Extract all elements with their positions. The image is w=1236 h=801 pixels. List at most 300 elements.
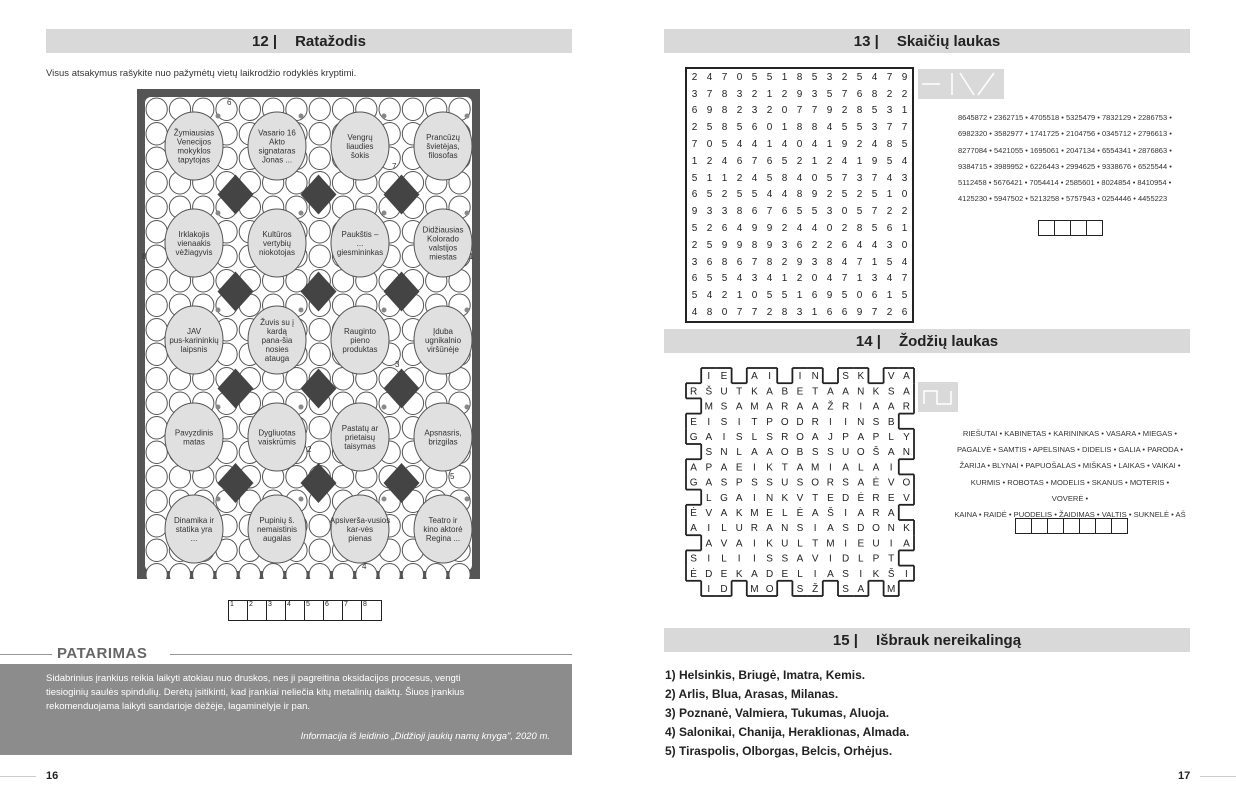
grid-cell[interactable]: 2: [706, 155, 713, 167]
grid-cell[interactable]: 7: [886, 122, 893, 134]
grid-cell[interactable]: 6: [901, 307, 908, 319]
grid-cell[interactable]: 8: [811, 122, 818, 134]
grid-cell[interactable]: 5: [901, 139, 908, 151]
grid-cell[interactable]: 5: [736, 189, 743, 201]
grid-cell[interactable]: 4: [871, 239, 878, 251]
grid-cell[interactable]: 5: [871, 223, 878, 235]
letter: M: [704, 401, 713, 413]
grid-cell[interactable]: 4: [901, 256, 908, 268]
grid-cell[interactable]: 5: [691, 290, 698, 302]
grid-cell[interactable]: 1: [691, 155, 698, 167]
grid-cell[interactable]: 7: [901, 122, 908, 134]
grid-cell[interactable]: 2: [781, 223, 788, 235]
letter: K: [735, 508, 743, 519]
letter: D: [841, 553, 850, 565]
grid-cell[interactable]: 2: [811, 239, 818, 251]
grid-cell[interactable]: 2: [781, 88, 788, 100]
grid-cell[interactable]: 4: [841, 155, 848, 167]
grid-cell[interactable]: 9: [811, 189, 818, 201]
grid-cell[interactable]: 3: [871, 122, 878, 134]
grid-cell[interactable]: 6: [736, 155, 743, 167]
clue-dot: [299, 497, 304, 502]
grid-cell: [146, 196, 167, 219]
grid-cell[interactable]: 4: [706, 71, 713, 83]
grid-cell[interactable]: 5: [826, 172, 833, 184]
start-mark: 4: [362, 562, 367, 571]
grid-cell[interactable]: 0: [826, 223, 833, 235]
grid-cell[interactable]: 5: [811, 206, 818, 218]
grid-cell[interactable]: 1: [871, 256, 878, 268]
letter: Ž: [827, 401, 834, 413]
grid-cell[interactable]: 1: [886, 290, 893, 302]
grid-cell[interactable]: 6: [691, 273, 698, 285]
grid-cell[interactable]: 2: [796, 155, 803, 167]
grid-cell[interactable]: 2: [766, 105, 773, 117]
grid-cell[interactable]: 2: [856, 139, 863, 151]
grid-cell[interactable]: 7: [856, 256, 863, 268]
grid-cell[interactable]: 2: [841, 71, 848, 83]
grid-cell[interactable]: 4: [871, 139, 878, 151]
grid-row: [686, 153, 913, 170]
grid-cell[interactable]: 7: [871, 172, 878, 184]
grid-cell[interactable]: 4: [736, 223, 743, 235]
grid-cell[interactable]: 8: [736, 206, 743, 218]
grid-cell[interactable]: 7: [736, 307, 743, 319]
grid-cell[interactable]: 5: [691, 172, 698, 184]
grid-cell[interactable]: 4: [706, 290, 713, 302]
grid-cell[interactable]: 5: [781, 155, 788, 167]
grid-cell[interactable]: 6: [871, 290, 878, 302]
grid-cell[interactable]: 2: [691, 122, 698, 134]
grid-cell[interactable]: 4: [886, 172, 893, 184]
grid-cell[interactable]: 1: [781, 273, 788, 285]
grid-cell[interactable]: 7: [751, 307, 758, 319]
grid-cell[interactable]: 2: [901, 206, 908, 218]
letter: A: [766, 523, 773, 535]
grid-cell[interactable]: 5: [856, 71, 863, 83]
grid-cell[interactable]: 3: [901, 172, 908, 184]
letter: I: [844, 416, 847, 428]
grid-cell[interactable]: 4: [871, 71, 878, 83]
grid-cell[interactable]: 7: [841, 172, 848, 184]
grid-cell[interactable]: 0: [811, 172, 818, 184]
grid-cell[interactable]: 9: [751, 223, 758, 235]
grid-cell[interactable]: 2: [766, 307, 773, 319]
grid-cell[interactable]: 7: [871, 206, 878, 218]
grid-cell[interactable]: 6: [841, 307, 848, 319]
grid-cell[interactable]: 2: [826, 189, 833, 201]
letter: G: [720, 492, 728, 504]
grid-cell[interactable]: 6: [706, 256, 713, 268]
grid-cell[interactable]: 7: [751, 155, 758, 167]
grid-cell[interactable]: 5: [766, 71, 773, 83]
grid-cell[interactable]: 6: [826, 307, 833, 319]
letter: A: [690, 523, 697, 535]
grid-cell[interactable]: 2: [856, 189, 863, 201]
answer-box[interactable]: [1016, 519, 1032, 533]
grid-cell[interactable]: 8: [856, 223, 863, 235]
grid-cell[interactable]: 2: [721, 290, 728, 302]
grid-cell[interactable]: 4: [856, 239, 863, 251]
grid-cell[interactable]: 8: [721, 122, 728, 134]
grid-cell[interactable]: 8: [796, 122, 803, 134]
grid-cell[interactable]: 8: [871, 88, 878, 100]
grid-cell[interactable]: 8: [781, 307, 788, 319]
grid-cell[interactable]: 9: [796, 88, 803, 100]
grid-cell[interactable]: 5: [721, 273, 728, 285]
grid-cell[interactable]: 1: [826, 139, 833, 151]
grid-cell[interactable]: 9: [826, 290, 833, 302]
grid-cell[interactable]: 6: [796, 239, 803, 251]
grid-cell[interactable]: 5: [841, 122, 848, 134]
grid-cell[interactable]: 2: [706, 223, 713, 235]
grid-cell[interactable]: 8: [856, 105, 863, 117]
grid-cell[interactable]: 6: [856, 88, 863, 100]
letter: D: [841, 492, 850, 504]
grid-cell[interactable]: 2: [721, 189, 728, 201]
clue-text: Teatro ir kino aktorė Regina ...: [423, 516, 463, 543]
grid-cell[interactable]: 7: [721, 71, 728, 83]
grid-cell[interactable]: 3: [871, 273, 878, 285]
answer-box[interactable]: 1: [229, 601, 248, 620]
puzzle12-header: [46, 29, 572, 53]
grid-cell[interactable]: 5: [796, 206, 803, 218]
grid-cell[interactable]: 3: [811, 256, 818, 268]
grid-cell[interactable]: 2: [826, 239, 833, 251]
grid-cell[interactable]: 7: [706, 88, 713, 100]
grid-cell[interactable]: 7: [841, 273, 848, 285]
grid-cell[interactable]: 0: [736, 71, 743, 83]
grid-cell[interactable]: 2: [841, 223, 848, 235]
grid-cell[interactable]: 4: [901, 155, 908, 167]
grid-cell[interactable]: 5: [766, 290, 773, 302]
grid-cell[interactable]: 8: [751, 239, 758, 251]
letter: S: [827, 447, 834, 459]
grid-cell[interactable]: 0: [781, 105, 788, 117]
grid-cell[interactable]: 2: [841, 105, 848, 117]
grid-cell[interactable]: 3: [691, 88, 698, 100]
grid-cell[interactable]: 3: [811, 88, 818, 100]
grid-cell[interactable]: 1: [886, 189, 893, 201]
grid-cell[interactable]: 8: [721, 88, 728, 100]
grid-cell[interactable]: 3: [721, 206, 728, 218]
grid-cell[interactable]: 7: [766, 206, 773, 218]
letter: A: [887, 447, 895, 459]
grid-cell[interactable]: 9: [826, 105, 833, 117]
grid-cell[interactable]: 2: [901, 88, 908, 100]
answer-box[interactable]: [1087, 221, 1102, 235]
grid-cell[interactable]: 9: [691, 206, 698, 218]
grid-cell[interactable]: 5: [871, 189, 878, 201]
grid-cell[interactable]: 4: [781, 189, 788, 201]
grid-cell[interactable]: 5: [691, 223, 698, 235]
grid-cell[interactable]: 2: [736, 105, 743, 117]
grid-cell[interactable]: 5: [811, 71, 818, 83]
grid-cell[interactable]: 4: [886, 273, 893, 285]
letter: A: [872, 462, 880, 474]
letter: D: [765, 568, 774, 580]
grid-cell[interactable]: 8: [766, 256, 773, 268]
letter: K: [857, 371, 865, 383]
grid-cell[interactable]: 8: [886, 139, 893, 151]
grid-cell[interactable]: 3: [781, 239, 788, 251]
letter: I: [889, 462, 893, 474]
letter: V: [796, 492, 804, 504]
grid-cell[interactable]: 6: [766, 155, 773, 167]
grid-cell[interactable]: 5: [751, 71, 758, 83]
grid-cell[interactable]: 3: [886, 105, 893, 117]
grid-cell[interactable]: 2: [826, 155, 833, 167]
grid-cell[interactable]: 6: [721, 223, 728, 235]
grid-cell[interactable]: 8: [721, 256, 728, 268]
grid-cell[interactable]: 2: [691, 71, 698, 83]
grid-cell[interactable]: 1: [796, 290, 803, 302]
grid-cell[interactable]: 1: [811, 307, 818, 319]
grid-cell[interactable]: 3: [736, 88, 743, 100]
clue-dot: [216, 114, 221, 119]
grid-cell[interactable]: 7: [796, 105, 803, 117]
grid-cell[interactable]: 1: [766, 88, 773, 100]
grid-cell[interactable]: 8: [721, 105, 728, 117]
letter: A: [705, 477, 713, 489]
answer-box[interactable]: 8: [363, 601, 367, 608]
letter: N: [811, 371, 819, 383]
grid-cell[interactable]: 1: [856, 155, 863, 167]
grid-cell[interactable]: 5: [736, 122, 743, 134]
grid-cell[interactable]: 2: [886, 88, 893, 100]
grid-cell: [146, 417, 167, 440]
word-line: RIEŠUTAI • KABINETAS • KARININKAS • VASARA • MIEGAS •: [962, 429, 1178, 438]
letter: V: [903, 492, 910, 504]
grid-cell[interactable]: 9: [841, 139, 848, 151]
puzzle14-answer-boxes[interactable]: [1015, 518, 1128, 534]
grid-cell[interactable]: 5: [721, 139, 728, 151]
grid-cell[interactable]: 9: [871, 155, 878, 167]
grid-cell[interactable]: 7: [871, 307, 878, 319]
grid-cell[interactable]: 1: [811, 155, 818, 167]
grid-cell[interactable]: 4: [826, 122, 833, 134]
grid-cell[interactable]: 9: [766, 239, 773, 251]
grid-cell[interactable]: 9: [721, 239, 728, 251]
answer-box[interactable]: 5: [305, 601, 324, 620]
grid-cell[interactable]: 4: [796, 172, 803, 184]
letter: R: [811, 416, 819, 428]
grid-cell[interactable]: 8: [781, 172, 788, 184]
grid-cell[interactable]: 4: [811, 139, 818, 151]
grid-cell[interactable]: 3: [751, 273, 758, 285]
grid-cell[interactable]: 4: [826, 273, 833, 285]
grid-cell[interactable]: 1: [781, 71, 788, 83]
grid-cell[interactable]: 3: [856, 172, 863, 184]
answer-box[interactable]: [1032, 519, 1048, 533]
grid-cell: [146, 368, 167, 391]
letter: V: [705, 508, 713, 519]
grid-cell[interactable]: 0: [901, 239, 908, 251]
grid-cell[interactable]: 6: [691, 189, 698, 201]
letter: Ė: [857, 492, 865, 504]
answer-box[interactable]: 3: [267, 601, 286, 620]
letter: N: [765, 492, 774, 504]
grid-cell[interactable]: 1: [901, 223, 908, 235]
grid-cell[interactable]: 2: [796, 273, 803, 285]
direction-lines-icon: [918, 69, 1004, 99]
grid-cell[interactable]: 0: [841, 206, 848, 218]
letter: I: [753, 492, 756, 504]
grid-cell[interactable]: 1: [736, 290, 743, 302]
clue-dot: [382, 114, 387, 119]
grid-cell[interactable]: 3: [706, 206, 713, 218]
grid-cell[interactable]: 2: [691, 239, 698, 251]
grid-cell[interactable]: 3: [796, 307, 803, 319]
letter: A: [766, 401, 773, 413]
grid-cell[interactable]: 1: [856, 273, 863, 285]
puzzle13-answer-boxes[interactable]: [1038, 220, 1103, 236]
direction-hint-box-2: [918, 382, 958, 412]
grid-cell[interactable]: 4: [751, 139, 758, 151]
grid-cell[interactable]: 7: [886, 71, 893, 83]
grid-cell[interactable]: 0: [811, 273, 818, 285]
grid-cell[interactable]: 3: [826, 71, 833, 83]
grid-cell[interactable]: 9: [901, 71, 908, 83]
page-line-right: [1200, 776, 1236, 777]
grid-cell[interactable]: 2: [781, 256, 788, 268]
answer-box[interactable]: [1096, 519, 1112, 533]
grid-cell[interactable]: 6: [736, 256, 743, 268]
grid-cell[interactable]: 7: [691, 139, 698, 151]
letter: R: [781, 432, 789, 443]
answer-box[interactable]: [1080, 519, 1096, 533]
grid-cell[interactable]: 5: [856, 122, 863, 134]
grid-cell[interactable]: 1: [781, 122, 788, 134]
grid-cell[interactable]: 6: [886, 223, 893, 235]
grid-cell[interactable]: 2: [751, 88, 758, 100]
letter: A: [857, 432, 865, 443]
grid-cell[interactable]: 0: [796, 139, 803, 151]
grid-cell[interactable]: 0: [706, 139, 713, 151]
answer-box[interactable]: 4: [286, 601, 305, 620]
grid-row: [686, 220, 913, 237]
grid-cell[interactable]: 4: [736, 273, 743, 285]
grid-cell[interactable]: 9: [796, 256, 803, 268]
answer-box[interactable]: 6: [324, 601, 343, 620]
grid-cell: [309, 515, 330, 538]
grid-cell[interactable]: 6: [781, 206, 788, 218]
answer-box[interactable]: 7: [343, 601, 362, 620]
grid-cell[interactable]: 5: [706, 239, 713, 251]
grid-cell[interactable]: 6: [691, 105, 698, 117]
grid-cell[interactable]: 0: [856, 290, 863, 302]
grid-cell[interactable]: 5: [706, 273, 713, 285]
letter: S: [735, 432, 743, 443]
grid-cell[interactable]: 5: [901, 290, 908, 302]
grid-cell[interactable]: 0: [901, 189, 908, 201]
grid-cell[interactable]: 8: [826, 256, 833, 268]
grid-cell[interactable]: 3: [886, 239, 893, 251]
grid-cell[interactable]: 5: [751, 189, 758, 201]
grid-cell[interactable]: 2: [886, 206, 893, 218]
answer-box[interactable]: [1071, 221, 1087, 235]
answer-box[interactable]: [1064, 519, 1080, 533]
answer-box[interactable]: 2: [248, 601, 267, 620]
grid-cell[interactable]: 9: [766, 223, 773, 235]
letter: R: [902, 401, 911, 413]
grid-cell[interactable]: 0: [721, 307, 728, 319]
grid-cell[interactable]: 6: [841, 239, 848, 251]
grid-cell[interactable]: 1: [706, 172, 713, 184]
grid-cell[interactable]: 5: [706, 122, 713, 134]
grid-cell[interactable]: 5: [886, 155, 893, 167]
grid-cell[interactable]: 7: [901, 273, 908, 285]
grid-cell[interactable]: 4: [766, 273, 773, 285]
grid-cell[interactable]: 5: [781, 290, 788, 302]
grid-cell[interactable]: 2: [736, 172, 743, 184]
grid-cell[interactable]: 5: [886, 256, 893, 268]
grid-cell[interactable]: 4: [841, 256, 848, 268]
grid-cell[interactable]: 4: [721, 155, 728, 167]
grid-cell[interactable]: 7: [841, 88, 848, 100]
grid-cell[interactable]: 7: [811, 105, 818, 117]
grid-cell[interactable]: 3: [826, 206, 833, 218]
puzzle14-title: Žodžių laukas: [898, 332, 999, 350]
grid-cell[interactable]: 4: [796, 223, 803, 235]
grid-cell[interactable]: 1: [901, 105, 908, 117]
grid-cell[interactable]: 5: [841, 189, 848, 201]
grid-cell[interactable]: 5: [856, 206, 863, 218]
grid-cell[interactable]: 1: [721, 172, 728, 184]
grid-cell[interactable]: 3: [751, 105, 758, 117]
grid-cell[interactable]: 8: [706, 307, 713, 319]
grid-cell[interactable]: 4: [811, 223, 818, 235]
grid-cell[interactable]: 5: [841, 290, 848, 302]
answer-box[interactable]: [1039, 221, 1055, 235]
answer-box[interactable]: [1112, 519, 1127, 533]
grid-cell[interactable]: 0: [766, 122, 773, 134]
grid-cell[interactable]: 8: [796, 71, 803, 83]
grid-cell[interactable]: 5: [706, 189, 713, 201]
grid-cell[interactable]: 4: [736, 139, 743, 151]
grid-cell[interactable]: 6: [751, 122, 758, 134]
grid-cell[interactable]: 9: [856, 307, 863, 319]
grid-cell[interactable]: 9: [706, 105, 713, 117]
grid-cell[interactable]: 4: [751, 172, 758, 184]
answer-box[interactable]: [1048, 519, 1064, 533]
grid-cell[interactable]: 5: [826, 88, 833, 100]
grid-cell[interactable]: 8: [796, 189, 803, 201]
grid-cell[interactable]: 3: [691, 256, 698, 268]
grid-cell[interactable]: 0: [751, 290, 758, 302]
answer-box[interactable]: [1055, 221, 1071, 235]
letter: R: [689, 386, 698, 398]
letter: O: [780, 447, 789, 459]
ratazodis-answer-boxes[interactable]: [228, 600, 382, 621]
letter: I: [753, 538, 756, 550]
letter: I: [753, 462, 756, 474]
grid-cell[interactable]: 4: [781, 139, 788, 151]
grid-cell[interactable]: 6: [751, 206, 758, 218]
grid-cell[interactable]: 4: [691, 307, 698, 319]
grid-cell[interactable]: 5: [871, 105, 878, 117]
letter: O: [811, 477, 820, 489]
grid-cell[interactable]: 9: [736, 239, 743, 251]
grid-cell[interactable]: 1: [766, 139, 773, 151]
grid-cell[interactable]: 6: [811, 290, 818, 302]
grid-cell[interactable]: 5: [766, 172, 773, 184]
grid-cell[interactable]: 2: [886, 307, 893, 319]
letter: I: [844, 508, 847, 519]
grid-cell[interactable]: 7: [751, 256, 758, 268]
number-line: 4125230 • 5947502 • 5213258 • 5757943 • 0254446 • 4455223: [958, 194, 1168, 204]
grid-cell[interactable]: 4: [766, 189, 773, 201]
